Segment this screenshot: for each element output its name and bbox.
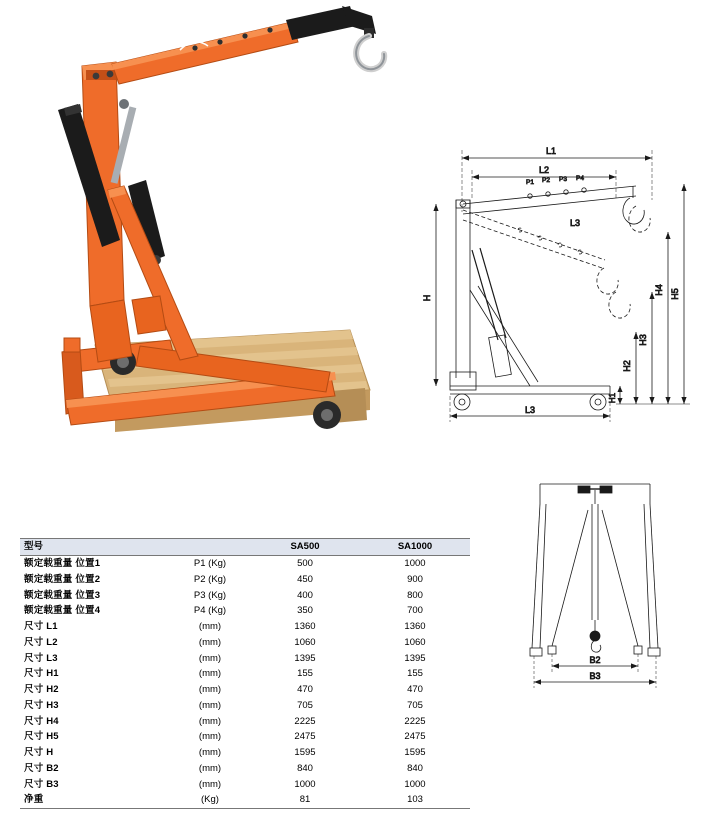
table-row xyxy=(20,635,470,651)
label-p4: P4 xyxy=(576,175,584,182)
cell-unit: (mm) xyxy=(198,699,222,711)
cell-name: 额定载重量 位置4 xyxy=(24,605,101,617)
leg-bracket xyxy=(132,296,166,334)
cell-unit: (mm) xyxy=(198,778,222,790)
cell-v2: 2225 xyxy=(404,715,426,727)
label-l3-base: L3 xyxy=(524,405,536,415)
cell-v1: 350 xyxy=(297,605,313,617)
table-row xyxy=(20,619,470,635)
side-view-drawing xyxy=(420,140,710,440)
cell-unit: P4 (Kg) xyxy=(193,605,227,617)
cell-v1: 1360 xyxy=(294,621,316,633)
table-body xyxy=(20,556,470,809)
table-row xyxy=(20,603,470,619)
cell-v1: 470 xyxy=(297,684,313,696)
cell-unit: (mm) xyxy=(198,636,222,648)
cell-v1: 2225 xyxy=(294,715,316,727)
cell-unit: P2 (Kg) xyxy=(193,573,227,585)
cell-unit: (Kg) xyxy=(170,792,250,808)
table-row xyxy=(20,777,470,793)
cell-v1: 840 xyxy=(297,762,313,774)
cell-unit: P1 (Kg) xyxy=(193,558,227,569)
cell-name: 额定载重量 位置1 xyxy=(24,558,101,569)
cell-unit: (mm) xyxy=(198,684,222,696)
label-b2: B2 xyxy=(589,655,601,665)
label-h5: H5 xyxy=(670,288,680,300)
crane-boom xyxy=(112,6,376,84)
cell-unit: (mm) xyxy=(198,652,222,664)
cell-name: 尺寸 B2 xyxy=(24,762,59,774)
cell-v1: 450 xyxy=(297,573,313,585)
table-header-row xyxy=(20,539,470,556)
table-row xyxy=(20,651,470,667)
cell-v2: 1395 xyxy=(404,652,426,664)
label-h: H xyxy=(422,294,432,302)
cell-name: 尺寸 L2 xyxy=(24,636,58,648)
table-row xyxy=(20,729,470,745)
label-h4: H4 xyxy=(654,284,664,296)
cell-v2: 840 xyxy=(407,762,423,774)
cell-v2: 900 xyxy=(407,573,423,585)
table-row xyxy=(20,572,470,588)
cell-v2: 1000 xyxy=(404,778,426,790)
lifting-hook xyxy=(340,28,384,71)
cell-v2: 1060 xyxy=(404,636,426,648)
label-l2: L2 xyxy=(538,165,550,175)
label-p3: P3 xyxy=(559,176,567,183)
cell-unit: (mm) xyxy=(198,668,222,680)
cell-name: 尺寸 H1 xyxy=(24,668,59,680)
cell-v2: 1360 xyxy=(404,621,426,633)
table-row xyxy=(20,792,470,808)
table-row xyxy=(20,761,470,777)
cell-unit: (mm) xyxy=(198,715,222,727)
table-row xyxy=(20,666,470,682)
cell-v1: 1595 xyxy=(294,747,316,759)
cell-v1: 705 xyxy=(297,699,313,711)
label-h3: H3 xyxy=(638,334,648,346)
cell-v2: 800 xyxy=(407,589,423,601)
label-p2: P2 xyxy=(542,177,550,184)
cell-name: 额定载重量 位置3 xyxy=(24,589,101,601)
cell-unit: P3 (Kg) xyxy=(193,589,227,601)
cell-unit: (mm) xyxy=(198,747,222,759)
cell-v2: 700 xyxy=(407,605,423,617)
cell-name: 净重 xyxy=(20,792,170,808)
cell-v1: 1000 xyxy=(294,778,316,790)
label-b3: B3 xyxy=(589,671,601,681)
cell-name: 尺寸 H xyxy=(24,747,54,759)
product-photo xyxy=(20,0,420,450)
table-row xyxy=(20,556,470,572)
cell-unit: (mm) xyxy=(198,621,222,633)
label-p1: P1 xyxy=(526,179,534,186)
cell-v2: 705 xyxy=(407,699,423,711)
cell-v1: 500 xyxy=(297,558,313,569)
cell-name: 尺寸 H2 xyxy=(24,684,59,696)
cell-v1: 400 xyxy=(297,589,313,601)
cell-v2: 1595 xyxy=(404,747,426,759)
table-row xyxy=(20,698,470,714)
cell-v1: 1060 xyxy=(294,636,316,648)
cell-unit: (mm) xyxy=(198,762,222,774)
cell-v2: 155 xyxy=(407,668,423,680)
label-h2: H2 xyxy=(622,360,632,372)
label-l1: L1 xyxy=(545,146,557,156)
cell-name: 尺寸 H5 xyxy=(24,731,59,743)
label-h1: H1 xyxy=(608,392,617,404)
cell-v1: 155 xyxy=(297,668,313,680)
cell-unit: (mm) xyxy=(198,731,222,743)
cell-name: 尺寸 L3 xyxy=(24,652,58,664)
header-model: 型号 xyxy=(20,539,170,556)
cell-name: 额定载重量 位置2 xyxy=(24,573,101,585)
specification-table xyxy=(20,538,470,809)
cell-name: 尺寸 L1 xyxy=(24,621,58,633)
cell-v1: 2475 xyxy=(294,731,316,743)
table-row xyxy=(20,588,470,604)
cell-v2: 103 xyxy=(360,792,470,808)
cell-v1: 1395 xyxy=(294,652,316,664)
label-l3-arm: L3 xyxy=(570,218,581,228)
cell-v1: 81 xyxy=(250,792,360,808)
front-view-drawing xyxy=(500,470,700,700)
cell-v2: 470 xyxy=(407,684,423,696)
table-row xyxy=(20,714,470,730)
table-row xyxy=(20,682,470,698)
cell-v2: 1000 xyxy=(404,558,426,569)
cell-name: 尺寸 H4 xyxy=(24,715,59,727)
header-sa1000: SA1000 xyxy=(360,539,470,556)
cell-name: 尺寸 B3 xyxy=(24,778,59,790)
cell-name: 尺寸 H3 xyxy=(24,699,59,711)
header-sa500: SA500 xyxy=(250,539,360,556)
cell-v2: 2475 xyxy=(404,731,426,743)
header-unit xyxy=(170,539,250,556)
table-row xyxy=(20,745,470,761)
